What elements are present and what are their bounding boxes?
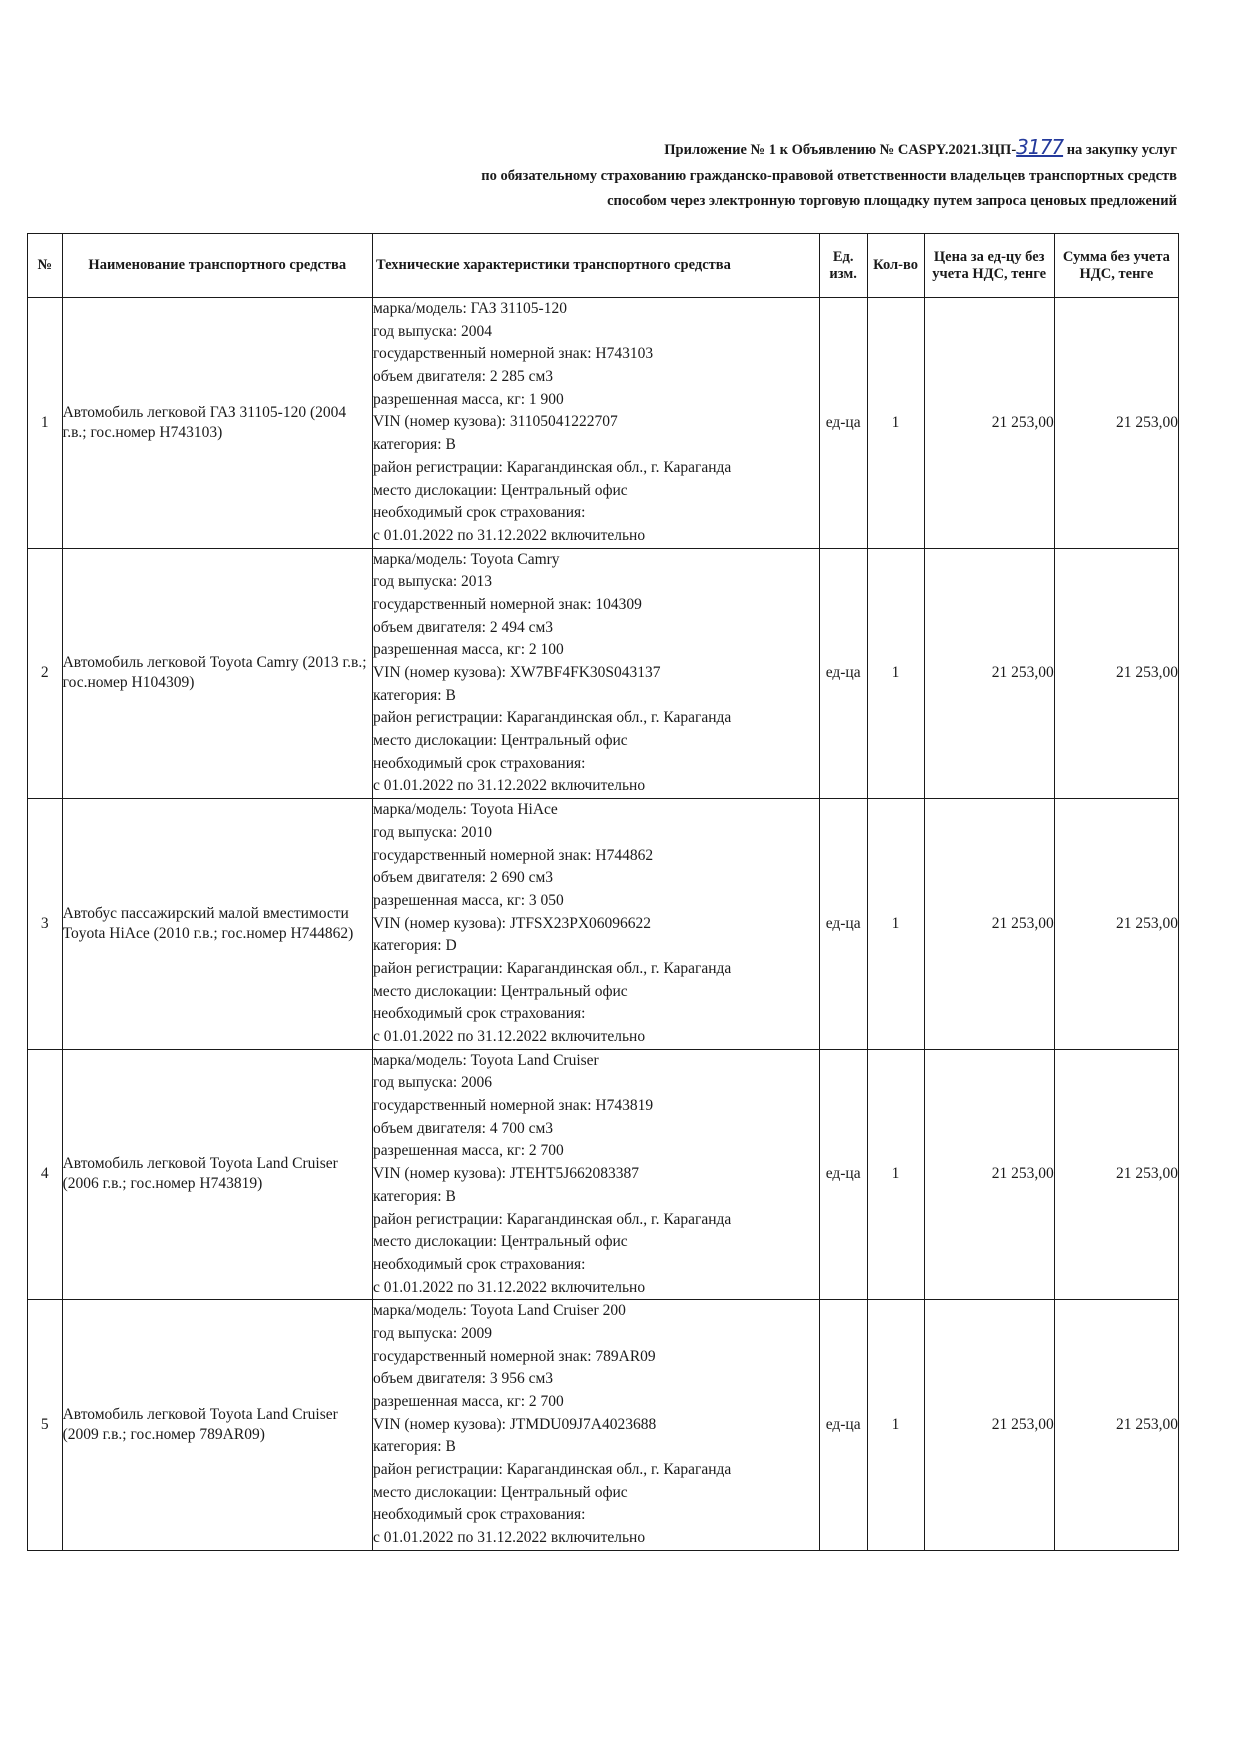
row-num: 5 — [28, 1300, 63, 1551]
spec-model: марка/модель: Toyota HiAce — [372, 801, 558, 819]
spec-category: категория: B — [372, 1438, 456, 1456]
spec-category: категория: B — [372, 436, 456, 454]
row-qty: 1 — [867, 548, 924, 799]
spec-plate: государственный номерной знак: Н743103 — [372, 345, 654, 363]
spec-vin: VIN (номер кузова): JTEHT5J662083387 — [372, 1165, 639, 1183]
row-sum: 21 253,00 — [1054, 799, 1178, 1050]
header-line-1 — [300, 135, 1177, 164]
row-price: 21 253,00 — [924, 1300, 1054, 1551]
header-line-1-end: на закупку услуг — [1063, 142, 1177, 158]
spec-category: категория: D — [372, 937, 457, 955]
row-vehicle-name: Автомобиль легковой Toyota Camry (2013 г.в.; гос.номер Н104309) — [62, 548, 372, 799]
row-unit: ед-ца — [819, 1049, 867, 1300]
spec-engine: объем двигателя: 3 956 см3 — [372, 1370, 554, 1388]
table-row — [28, 1300, 1179, 1551]
header-line-2: по обязательному страхованию гражданско-правовой ответственности владельцев транспортных средств — [481, 167, 1177, 184]
spec-model: марка/модель: Toyota Land Cruiser — [372, 1051, 599, 1069]
table-row — [28, 548, 1179, 799]
table-row — [28, 1049, 1179, 1300]
header-price: Цена за ед-цу без учета НДС, тенге — [924, 234, 1054, 298]
spec-mass: разрешенная масса, кг: 2 700 — [372, 1142, 564, 1160]
spec-term: с 01.01.2022 по 31.12.2022 включительно — [372, 1028, 646, 1045]
header-line-1-start: Приложение № 1 к Объявлению № CASPY.2021.ЗЦП- — [664, 142, 1017, 158]
spec-plate: государственный номерной знак: 789AR09 — [372, 1347, 656, 1365]
spec-vin: VIN (номер кузова): XW7BF4FK30S043137 — [372, 664, 661, 681]
row-tech-specs — [372, 1049, 819, 1300]
spec-term-label: необходимый срок страхования: — [372, 1506, 586, 1524]
row-qty: 1 — [867, 298, 924, 549]
spec-engine: объем двигателя: 2 690 см3 — [372, 869, 554, 887]
spec-category: категория: B — [372, 1187, 456, 1205]
row-vehicle-name: Автомобиль легковой Toyota Land Cruiser (2009 г.в.; гос.номер 789AR09) — [62, 1300, 372, 1551]
spec-location: место дислокации: Центральный офис — [372, 1483, 628, 1501]
row-qty: 1 — [867, 799, 924, 1050]
spec-term-label: необходимый срок страхования: — [372, 1255, 586, 1273]
spec-location: место дислокации: Центральный офис — [372, 982, 628, 1000]
spec-term-label: необходимый срок страхования: — [372, 754, 586, 772]
row-tech-specs — [372, 799, 819, 1050]
spec-year: год выпуска: 2009 — [372, 1324, 493, 1342]
spec-region: район регистрации: Карагандинская обл., г. Караганда — [372, 1210, 732, 1228]
spec-engine: объем двигателя: 2 285 см3 — [372, 368, 554, 386]
row-num: 4 — [28, 1049, 63, 1300]
header-num: № — [28, 234, 63, 298]
spec-term: с 01.01.2022 по 31.12.2022 включительно — [372, 1529, 646, 1547]
spec-year: год выпуска: 2006 — [372, 1074, 493, 1092]
row-vehicle-name: Автомобиль легковой Toyota Land Cruiser (2006 г.в.; гос.номер Н743819) — [62, 1049, 372, 1300]
table-row — [28, 298, 1179, 549]
row-unit: ед-ца — [819, 799, 867, 1050]
spec-mass: разрешенная масса, кг: 1 900 — [372, 390, 564, 408]
row-price: 21 253,00 — [924, 799, 1054, 1050]
spec-term: с 01.01.2022 по 31.12.2022 включительно — [372, 777, 646, 795]
row-vehicle-name: Автобус пассажирский малой вместимости Toyota HiAce (2010 г.в.; гос.номер Н744862) — [62, 799, 372, 1050]
spec-region: район регистрации: Карагандинская обл., г. Караганда — [372, 709, 732, 727]
table-row — [28, 799, 1179, 1050]
spec-year: год выпуска: 2010 — [372, 823, 493, 841]
row-price: 21 253,00 — [924, 298, 1054, 549]
row-unit: ед-ца — [819, 548, 867, 799]
spec-location: место дислокации: Центральный офис — [372, 1233, 628, 1251]
table-header-row — [28, 234, 1179, 298]
spec-term-label: необходимый срок страхования: — [372, 1005, 586, 1023]
spec-region: район регистрации: Карагандинская обл., г. Караганда — [372, 959, 732, 977]
spec-plate: государственный номерной знак: Н744862 — [372, 846, 654, 864]
row-sum: 21 253,00 — [1054, 548, 1178, 799]
row-num: 1 — [28, 298, 63, 549]
row-unit: ед-ца — [819, 1300, 867, 1551]
row-tech-specs — [372, 1300, 819, 1551]
row-num: 2 — [28, 548, 63, 799]
spec-location: место дислокации: Центральный офис — [372, 481, 628, 499]
spec-vin: VIN (номер кузова): JTMDU09J7A4023688 — [372, 1415, 657, 1433]
handwritten-announcement-number: 3177 — [1016, 135, 1064, 159]
row-price: 21 253,00 — [924, 548, 1054, 799]
header-qty: Кол-во — [867, 234, 924, 298]
row-qty: 1 — [867, 1049, 924, 1300]
spec-plate: государственный номерной знак: 104309 — [372, 595, 642, 613]
header-sum: Сумма без учета НДС, тенге — [1054, 234, 1178, 298]
header-unit: Ед. изм. — [819, 234, 867, 298]
row-unit: ед-ца — [819, 298, 867, 549]
row-tech-specs — [372, 298, 819, 549]
document-header — [300, 135, 1177, 215]
header-line-3: способом через электронную торговую площадку путем запроса ценовых предложений — [607, 193, 1177, 209]
spec-mass: разрешенная масса, кг: 3 050 — [372, 891, 564, 909]
header-name: Наименование транспортного средства — [62, 234, 372, 298]
spec-model: марка/модель: Toyota Land Cruiser 200 — [372, 1302, 626, 1320]
row-qty: 1 — [867, 1300, 924, 1551]
spec-engine: объем двигателя: 2 494 см3 — [372, 618, 554, 636]
row-sum: 21 253,00 — [1054, 298, 1178, 549]
row-price: 21 253,00 — [924, 1049, 1054, 1300]
row-num: 3 — [28, 799, 63, 1050]
spec-location: место дислокации: Центральный офис — [372, 732, 628, 750]
row-vehicle-name: Автомобиль легковой ГАЗ 31105-120 (2004 г.в.; гос.номер Н743103) — [62, 298, 372, 549]
spec-term-label: необходимый срок страхования: — [372, 504, 586, 522]
row-sum: 21 253,00 — [1054, 1049, 1178, 1300]
spec-engine: объем двигателя: 4 700 см3 — [372, 1119, 554, 1137]
header-tech: Технические характеристики транспортного средства — [372, 234, 819, 298]
spec-vin: VIN (номер кузова): 31105041222707 — [372, 413, 618, 431]
spec-year: год выпуска: 2004 — [372, 322, 493, 340]
spec-model: марка/модель: Toyota Camry — [372, 550, 560, 568]
spec-term: с 01.01.2022 по 31.12.2022 включительно — [372, 526, 646, 544]
spec-term: с 01.01.2022 по 31.12.2022 включительно — [372, 1278, 646, 1296]
spec-mass: разрешенная масса, кг: 2 700 — [372, 1393, 564, 1410]
spec-year: год выпуска: 2013 — [372, 573, 493, 591]
row-tech-specs — [372, 548, 819, 799]
row-sum: 21 253,00 — [1054, 1300, 1178, 1551]
spec-mass: разрешенная масса, кг: 2 100 — [372, 641, 564, 659]
spec-vin: VIN (номер кузова): JTFSX23PX06096622 — [372, 914, 652, 932]
spec-plate: государственный номерной знак: Н743819 — [372, 1097, 654, 1115]
spec-model: марка/модель: ГАЗ 31105-120 — [372, 300, 567, 317]
vehicle-table — [27, 233, 1179, 1551]
spec-region: район регистрации: Карагандинская обл., г. Караганда — [372, 1461, 732, 1479]
spec-category: категория: B — [372, 686, 456, 704]
spec-region: район регистрации: Карагандинская обл., г. Караганда — [372, 458, 732, 476]
